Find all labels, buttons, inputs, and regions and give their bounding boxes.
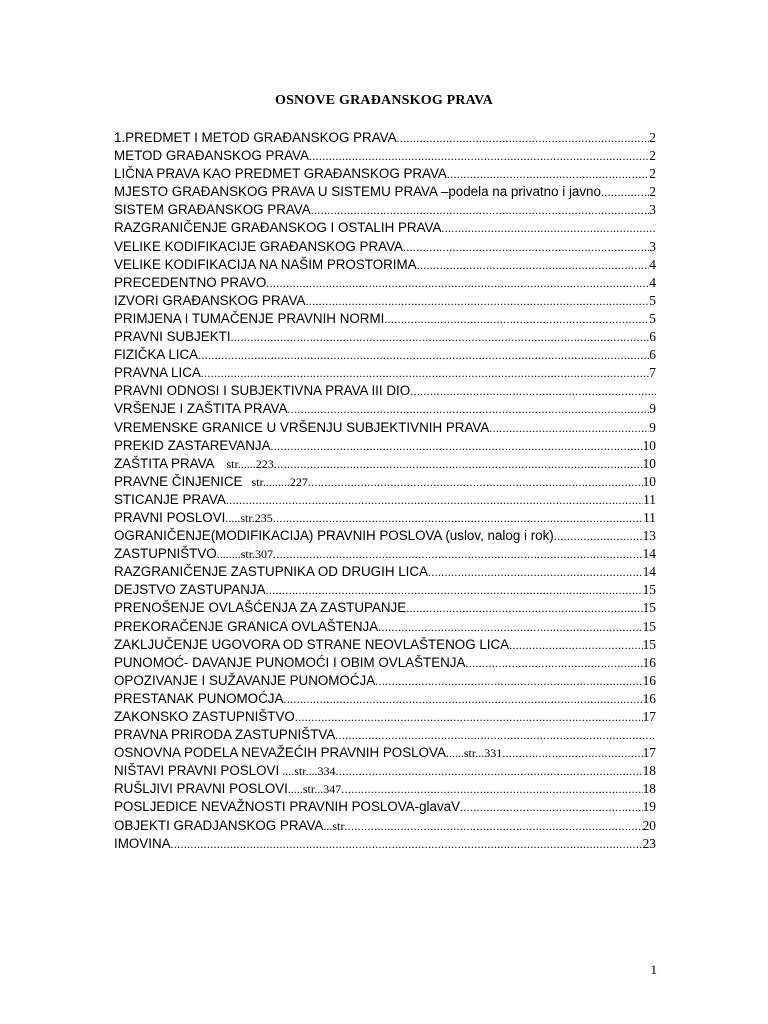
toc-dot-leader: [554, 527, 643, 545]
toc-dot-leader: [375, 672, 642, 690]
toc-entry-page-number: 16: [642, 690, 656, 706]
toc-entry-page-number: 10: [642, 473, 656, 489]
toc-dot-leader: [489, 419, 649, 437]
toc-dot-leader: [226, 491, 643, 509]
toc-entry-page-reference: str......223: [214, 456, 274, 471]
toc-entry-page-number: 9: [649, 401, 656, 417]
toc-entry: [114, 636, 656, 654]
toc-dot-leader: [309, 147, 649, 165]
toc-dot-leader: [311, 201, 650, 219]
toc-entry-page-number: 4: [649, 256, 656, 272]
toc-entry-page-number: 9: [649, 419, 656, 435]
toc-entry-page-number: 15: [642, 582, 656, 598]
toc-dot-leader: [201, 364, 649, 382]
toc-entry-page-number: 5: [649, 292, 656, 308]
toc-dot-leader: [283, 690, 642, 708]
toc-dot-leader: [344, 817, 642, 835]
toc-entry: [114, 581, 656, 599]
toc-dot-leader: [273, 545, 643, 563]
toc-entry: [114, 310, 656, 328]
toc-entry-title: ZAŠTITA PRAVA: [114, 455, 215, 471]
toc-entry-page-number: 15: [642, 618, 656, 634]
toc-entry-title: DEJSTVO ZASTUPANJA: [114, 582, 266, 598]
toc-entry-page-number: 6: [649, 329, 656, 345]
toc-dot-leader: [410, 382, 656, 400]
toc-entry: [114, 455, 656, 473]
toc-dot-leader: [341, 780, 642, 798]
toc-dot-leader: [417, 256, 650, 274]
toc-entry: [114, 419, 656, 437]
toc-dot-leader: [447, 165, 649, 183]
toc-entry-page-number: 13: [642, 528, 656, 544]
toc-entry-page-number: 2: [649, 184, 656, 200]
toc-dot-leader: [441, 219, 656, 237]
toc-entry-page-number: 18: [642, 763, 656, 779]
toc-entry-title: ZAKONSKO ZASTUPNIŠTVO: [114, 709, 295, 724]
toc-entry-page-number: 5: [649, 310, 656, 326]
toc-entry: [114, 798, 656, 816]
toc-entry-title: FIZIČKA LICA: [114, 347, 199, 363]
toc-entry-title: PRESTANAK PUNOMOĆJA: [114, 690, 284, 706]
toc-entry: [114, 744, 656, 762]
toc-entry: [114, 292, 656, 310]
toc-entry-page-number: 3: [649, 238, 656, 254]
toc-entry-page-reference: .....str...347: [287, 782, 342, 797]
toc-entry: [114, 201, 656, 219]
toc-entry-page-number: 15: [642, 600, 656, 616]
page-number: 1: [650, 962, 657, 977]
toc-dot-leader: [231, 328, 650, 346]
toc-entry: [114, 346, 656, 364]
toc-entry-page-number: 16: [642, 672, 656, 688]
toc-entry-title: POSLJEDICE NEVAŽNOSTI PRAVNIH POSLOVA-glavaV: [114, 799, 461, 815]
toc-entry-page-number: 4: [649, 274, 656, 290]
toc-dot-leader: [266, 274, 649, 292]
table-of-contents: [114, 129, 656, 853]
toc-entry-title: PRAVNI ODNOSI I SUBJEKTIVNA PRAVA III DIO: [114, 383, 411, 399]
toc-entry-page-number: 7: [649, 365, 656, 381]
toc-entry-title: OSNOVNA PODELA NEVAŽEĆIH PRAVNIH POSLOVA: [114, 745, 446, 761]
toc-entry: [114, 618, 656, 636]
toc-entry-title: PRAVNA LICA: [114, 365, 201, 381]
toc-entry-page-number: 3: [649, 202, 656, 218]
toc-entry-page-reference: ....str....334: [279, 764, 336, 779]
toc-entry: [114, 527, 656, 545]
toc-entry-page-number: 17: [642, 709, 656, 724]
toc-dot-leader: [406, 599, 642, 617]
toc-entry: [114, 817, 656, 835]
toc-entry: [114, 672, 656, 690]
toc-entry: [114, 654, 656, 672]
toc-entry-title: VELIKE KODIFIKACIJA NA NAŠIM PROSTORIMA: [114, 256, 417, 272]
toc-entry: [114, 545, 656, 563]
toc-entry: [114, 563, 656, 581]
toc-entry-title: VELIKE KODIFIKACIJE GRAĐANSKOG PRAVA: [114, 238, 403, 254]
toc-entry-page-number: 6: [649, 347, 656, 363]
toc-dot-leader: [287, 400, 649, 418]
toc-entry: [114, 491, 656, 509]
toc-entry: [114, 509, 656, 527]
toc-dot-leader: [509, 636, 643, 654]
toc-entry-title: PRAVNI SUBJEKTI: [114, 329, 231, 345]
toc-entry-title: PRENOŠENJE OVLAŠĆENJA ZA ZASTUPANJE: [114, 600, 407, 616]
toc-dot-leader: [428, 563, 643, 581]
document-title: OSNOVE GRAĐANSKOG PRAVA: [274, 93, 493, 108]
toc-entry: [114, 708, 656, 726]
toc-entry: [114, 238, 656, 256]
toc-dot-leader: [384, 310, 649, 328]
toc-dot-leader: [273, 509, 643, 527]
toc-entry-title: PRAVNE ČINJENICE: [114, 473, 243, 489]
toc-entry: [114, 690, 656, 708]
toc-dot-leader: [336, 762, 643, 780]
toc-entry-page-reference: ........str.307: [216, 547, 274, 562]
toc-entry-title: PRAVNA PRIRODA ZASTUPNIŠTVA: [114, 727, 336, 743]
toc-entry: [114, 256, 656, 274]
toc-dot-leader: [378, 618, 642, 636]
toc-entry-title: METOD GRAĐANSKOG PRAVA: [114, 148, 309, 164]
toc-entry-title: VRŠENJE I ZAŠTITA PRAVA: [114, 401, 288, 417]
toc-entry: [114, 328, 656, 346]
toc-entry-title: IMOVINA: [114, 835, 171, 851]
toc-entry-title: RUŠLJIVI PRAVNI POSLOVI: [114, 781, 288, 797]
toc-entry-title: VREMENSKE GRANICE U VRŠENJU SUBJEKTIVNIH PRAVA: [114, 419, 490, 435]
toc-entry-title: PREKID ZASTAREVANJA: [114, 437, 271, 453]
toc-entry-page-reference: .....str.235: [225, 510, 273, 525]
toc-dot-leader: [397, 129, 650, 147]
toc-dot-leader: [465, 654, 642, 672]
toc-entry-title: PRAVNI POSLOVI: [114, 509, 226, 525]
toc-dot-leader: [601, 183, 649, 201]
toc-entry-title: MJESTO GRAĐANSKOG PRAVA U SISTEMU PRAVA –podela na privatno i javno: [114, 184, 601, 200]
toc-entry-title: PREKORAČENJE GRANICA OVLAŠTENJA: [114, 618, 379, 634]
toc-entry-title: IZVORI GRAĐANSKOG PRAVA: [114, 292, 306, 308]
toc-dot-leader: [305, 292, 649, 310]
toc-entry-title: PRECEDENTNO PRAVO: [114, 274, 267, 290]
toc-entry: [114, 147, 656, 165]
toc-entry: [114, 780, 656, 798]
toc-entry-page-number: 14: [642, 546, 656, 562]
toc-dot-leader: [271, 437, 643, 455]
toc-dot-leader: [460, 798, 643, 816]
toc-entry-page-number: 19: [642, 799, 656, 815]
toc-entry-title: LIČNA PRAVA KAO PREDMET GRAĐANSKOG PRAVA: [114, 166, 447, 182]
toc-entry-page-number: 14: [642, 564, 656, 580]
toc-entry: [114, 762, 656, 780]
toc-entry-title: ZASTUPNIŠTVO: [114, 546, 217, 562]
toc-entry-page-number: 23: [642, 835, 656, 851]
toc-entry-title: 1.PREDMET I METOD GRAĐANSKOG PRAVA: [114, 130, 397, 145]
toc-entry: [114, 835, 656, 853]
toc-entry-page-number: 16: [642, 654, 656, 670]
toc-entry-title: ZAKLJUČENJE UGOVORA OD STRANE NEOVLAŠTENOG LICA: [114, 636, 510, 652]
toc-dot-leader: [198, 346, 649, 364]
toc-entry-title: RAZGRANIČENJE ZASTUPNIKA OD DRUGIH LICA: [114, 564, 428, 580]
toc-dot-leader: [171, 835, 643, 853]
toc-entry-page-number: 17: [642, 745, 656, 761]
toc-entry: [114, 219, 656, 237]
toc-entry: [114, 364, 656, 382]
toc-entry-page-number: 20: [642, 817, 656, 833]
toc-entry-title: SISTEM GRAĐANSKOG PRAVA: [114, 202, 311, 218]
toc-dot-leader: [308, 473, 643, 491]
toc-entry-title: OGRANIČENJE(MODIFIKACIJA) PRAVNIH POSLOVA (uslov, nalog i rok): [114, 528, 554, 544]
toc-entry: [114, 183, 656, 201]
toc-entry-page-number: 2: [649, 148, 656, 164]
toc-entry-title: RAZGRANIČENJE GRAĐANSKOG I OSTALIH PRAVA: [114, 220, 442, 236]
toc-entry-page-number: 10: [642, 455, 656, 471]
toc-dot-leader: [335, 726, 656, 744]
toc-entry: [114, 165, 656, 183]
toc-entry-page-number: 15: [642, 636, 656, 652]
toc-entry-page-number: 11: [643, 509, 656, 525]
toc-entry: [114, 726, 656, 744]
toc-entry-page-number: 2: [649, 130, 656, 145]
toc-entry-page-reference: ......str...331: [445, 746, 503, 761]
toc-entry-title: STICANJE PRAVA: [114, 491, 226, 507]
toc-dot-leader: [266, 581, 643, 599]
toc-entry-page-reference: ...str: [323, 818, 345, 833]
toc-entry-title: PRIMJENA I TUMAČENJE PRAVNIH NORMI: [114, 310, 385, 326]
toc-entry: [114, 437, 656, 455]
toc-dot-leader: [403, 238, 649, 256]
toc-entry-page-number: 10: [642, 437, 656, 453]
toc-entry-page-number: 11: [643, 491, 656, 507]
toc-entry: [114, 274, 656, 292]
toc-entry: [114, 473, 656, 491]
toc-entry-title: NIŠTAVI PRAVNI POSLOVI: [114, 763, 280, 779]
toc-entry-page-number: 18: [642, 781, 656, 797]
toc-entry-title: OPOZIVANJE I SUŽAVANJE PUNOMOĆJA: [114, 672, 376, 688]
toc-dot-leader: [274, 455, 643, 473]
toc-dot-leader: [295, 708, 643, 726]
toc-entry-page-number: 2: [649, 166, 656, 182]
toc-entry: [114, 129, 656, 147]
toc-entry: [114, 599, 656, 617]
toc-entry: [114, 400, 656, 418]
toc-entry-title: OBJEKTI GRADJANSKOG PRAVA: [114, 817, 324, 833]
toc-entry-page-reference: str.........227: [242, 474, 308, 489]
toc-entry: [114, 382, 656, 400]
toc-dot-leader: [502, 744, 642, 762]
toc-entry-title: PUNOMOĆ- DAVANJE PUNOMOĆI I OBIM OVLAŠTENJA: [114, 654, 466, 670]
